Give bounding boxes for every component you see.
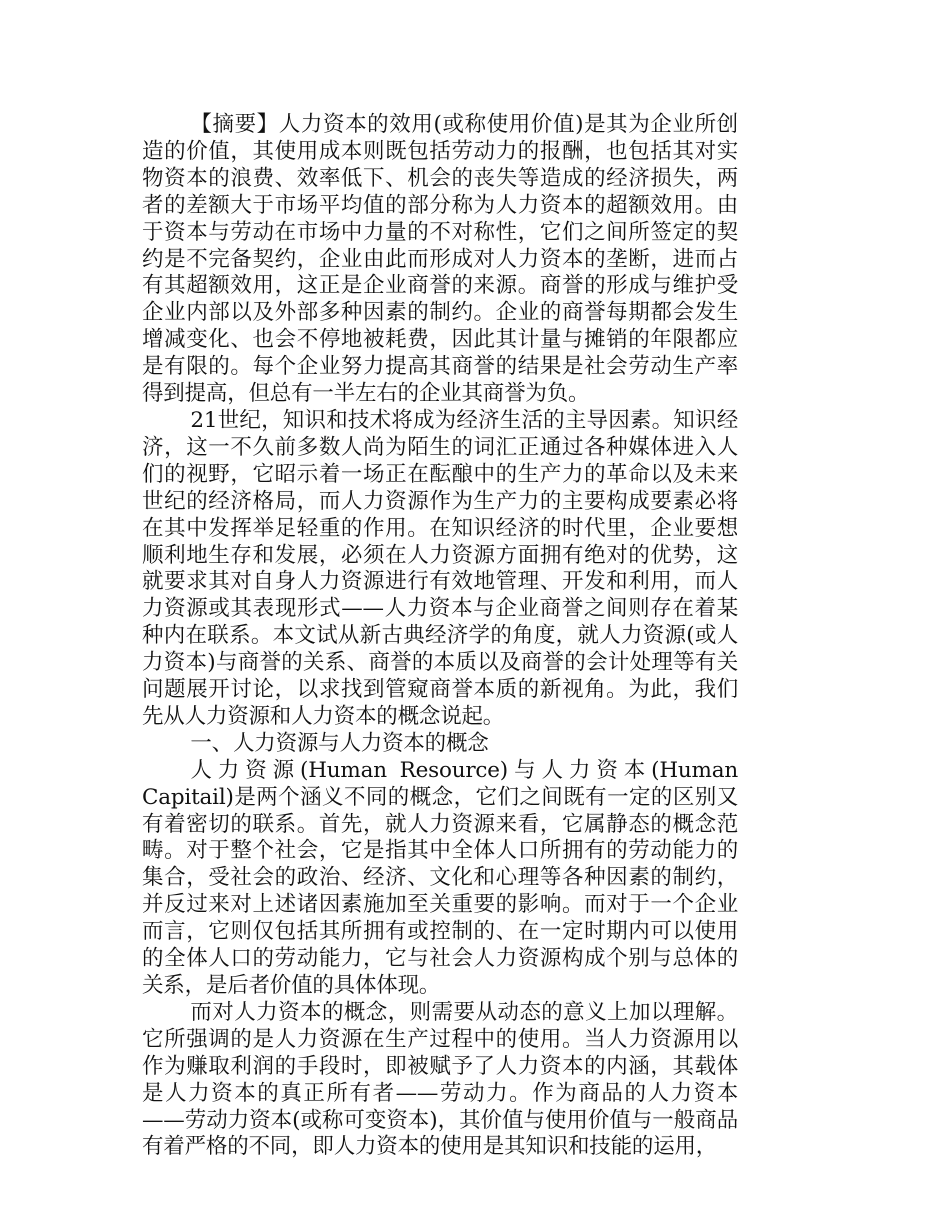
document-page [142, 112, 738, 1161]
body-paragraph-human-resource: 人力资源(Human Resource)与人力资本(Human Capitail)是两个涵义不同的概念，它们之间既有一定的区别又有着密切的联系。首先，就人力资源来看，它属静态的概念范畴。对于整个社会，它是指其中全体人口所拥有的劳动能力的集合，受社会的政治、经济、文化和心理等各种因素的制约，并反过来对上述诸因素施加至关重要的影响。而对于一个企业而言，它则仅包括其所拥有或控制的、在一定时期内可以使用的全体人口的劳动能力，它与社会人力资源构成个别与总体的关系，是后者价值的具体体现。 [142, 757, 738, 998]
section-heading: 一、人力资源与人力资本的概念 [190, 730, 489, 756]
intro-paragraph: 21世纪，知识和技术将成为经济生活的主导因素。知识经济，这一不久前多数人尚为陌生的词汇正通过各种媒体进入人们的视野，它昭示着一场正在酝酿中的生产力的革命以及未来世纪的经济格局，而人力资源作为生产力的主要构成要素必将在其中发挥举足轻重的作用。在知识经济的时代里，企业要想顺利地生存和发展，必须在人力资源方面拥有绝对的优势，这就要求其对自身人力资源进行有效地管理、开发和利用，而人力资源或其表现形式——人力资本与企业商誉之间则存在着某种内在联系。本文试从新古典经济学的角度，就人力资源(或人力资本)与商誉的关系、商誉的本质以及商誉的会计处理等有关问题展开讨论，以求找到管窥商誉本质的新视角。为此，我们先从人力资源和人力资本的概念说起。 [142, 407, 738, 729]
abstract-paragraph: 【摘要】人力资本的效用(或称使用价值)是其为企业所创造的价值，其使用成本则既包括劳动力的报酬，也包括其对实物资本的浪费、效率低下、机会的丧失等造成的经济损失，两者的差额大于市场平均值的部分称为人力资本的超额效用。由于资本与劳动在市场中力量的不对称性，它们之间所签定的契约是不完备契约，企业由此而形成对人力资本的垄断，进而占有其超额效用，这正是企业商誉的来源。商誉的形成与维护受企业内部以及外部多种因素的制约。企业的商誉每期都会发生增减变化、也会不停地被耗费，因此其计量与摊销的年限都应是有限的。每个企业努力提高其商誉的结果是社会劳动生产率得到提高，但总有一半左右的企业其商誉为负。 [142, 112, 738, 407]
body-paragraph-human-capital: 而对人力资本的概念，则需要从动态的意义上加以理解。它所强调的是人力资源在生产过程中的使用。当人力资源用以作为赚取利润的手段时，即被赋予了人力资本的内涵，其载体是人力资本的真正所有者——劳动力。作为商品的人力资本——劳动力资本(或称可变资本)，其价值与使用价值与一般商品有着严格的不同，即人力资本的使用是其知识和技能的运用， [142, 999, 738, 1160]
